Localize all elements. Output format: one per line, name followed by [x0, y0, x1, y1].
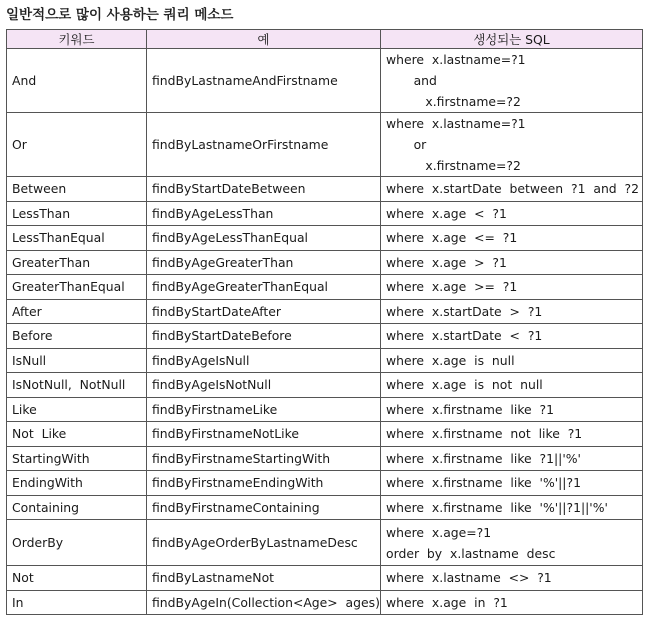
sql-cell	[381, 566, 643, 591]
sql-line: where x.age is not null	[386, 377, 543, 393]
keyword-cell: GreaterThanEqual	[7, 275, 147, 300]
sql-line: where x.firstname like ?1	[386, 401, 555, 417]
sql-line: where x.lastname <> ?1	[386, 570, 552, 586]
keyword-cell: After	[7, 299, 147, 324]
example-cell: findByAgeOrderByLastnameDesc	[147, 520, 381, 566]
table-row	[7, 397, 643, 422]
keyword-cell: In	[7, 590, 147, 615]
header-sql: 생성되는 SQL	[381, 30, 643, 49]
sql-cell	[381, 275, 643, 300]
table-row	[7, 520, 643, 566]
sql-cell	[381, 299, 643, 324]
keyword-cell: IsNotNull, NotNull	[7, 373, 147, 398]
sql-line: where x.age is null	[386, 352, 515, 368]
sql-line: where x.age <= ?1	[386, 230, 518, 246]
keyword-cell: Containing	[7, 495, 147, 520]
keyword-cell: And	[7, 49, 147, 113]
sql-line: where x.age >= ?1	[386, 279, 518, 295]
example-cell: findByFirstnameEndingWith	[147, 471, 381, 496]
header-example: 예	[147, 30, 381, 49]
sql-line: where x.age in ?1	[386, 594, 508, 610]
example-cell: findByAgeGreaterThanEqual	[147, 275, 381, 300]
keyword-cell: Between	[7, 177, 147, 202]
keyword-cell: GreaterThan	[7, 250, 147, 275]
sql-line: where x.lastname=?1	[386, 52, 526, 67]
sql-cell	[381, 397, 643, 422]
keyword-cell: Or	[7, 113, 147, 177]
table-row	[7, 348, 643, 373]
keyword-cell: Before	[7, 324, 147, 349]
example-cell: findByLastnameNot	[147, 566, 381, 591]
keyword-cell: OrderBy	[7, 520, 147, 566]
example-cell: findByAgeIsNotNull	[147, 373, 381, 398]
sql-line: where x.lastname=?1	[386, 116, 526, 131]
example-cell: findByFirstnameLike	[147, 397, 381, 422]
sql-cell	[381, 348, 643, 373]
table-row	[7, 201, 643, 226]
table-row	[7, 113, 643, 177]
table-row	[7, 373, 643, 398]
header-row	[7, 30, 643, 49]
table-row	[7, 299, 643, 324]
sql-cell	[381, 471, 643, 496]
sql-line: order by x.lastname desc	[386, 545, 556, 561]
example-cell: findByLastnameOrFirstname	[147, 113, 381, 177]
sql-cell	[381, 226, 643, 251]
sql-cell	[381, 49, 643, 113]
query-method-table	[6, 29, 643, 615]
table-row	[7, 275, 643, 300]
sql-line: where x.age > ?1	[386, 254, 507, 270]
example-cell: findByLastnameAndFirstname	[147, 49, 381, 113]
keyword-cell: LessThan	[7, 201, 147, 226]
table-row	[7, 422, 643, 447]
sql-line: where x.startDate between ?1 and ?2	[386, 181, 639, 197]
example-cell: findByFirstnameNotLike	[147, 422, 381, 447]
keyword-cell: IsNull	[7, 348, 147, 373]
sql-cell	[381, 324, 643, 349]
table-row	[7, 324, 643, 349]
sql-line: where x.age=?1	[386, 524, 492, 540]
example-cell: findByAgeIsNull	[147, 348, 381, 373]
sql-line: and	[386, 73, 437, 88]
sql-cell	[381, 113, 643, 177]
table-row	[7, 590, 643, 615]
table-header	[7, 30, 643, 49]
example-cell: findByAgeLessThan	[147, 201, 381, 226]
sql-cell	[381, 495, 643, 520]
example-cell: findByStartDateAfter	[147, 299, 381, 324]
example-cell: findByStartDateBefore	[147, 324, 381, 349]
table-row	[7, 177, 643, 202]
sql-cell	[381, 373, 643, 398]
table-body	[7, 49, 643, 615]
sql-cell	[381, 520, 643, 566]
keyword-cell: StartingWith	[7, 446, 147, 471]
table-row	[7, 495, 643, 520]
table-row	[7, 471, 643, 496]
example-cell: findByAgeLessThanEqual	[147, 226, 381, 251]
keyword-cell: Like	[7, 397, 147, 422]
table-row	[7, 226, 643, 251]
sql-line: where x.startDate > ?1	[386, 303, 543, 319]
table-row	[7, 566, 643, 591]
sql-cell	[381, 590, 643, 615]
example-cell: findByAgeIn(Collection<Age> ages)	[147, 590, 381, 615]
sql-cell	[381, 201, 643, 226]
sql-cell	[381, 177, 643, 202]
keyword-cell: Not	[7, 566, 147, 591]
sql-line: where x.startDate < ?1	[386, 328, 543, 344]
example-cell: findByFirstnameStartingWith	[147, 446, 381, 471]
sql-cell	[381, 422, 643, 447]
document-title: 일반적으로 많이 사용하는 쿼리 메소드	[6, 7, 234, 23]
sql-line: where x.firstname like '%'||?1||'%'	[386, 499, 608, 515]
table-row	[7, 446, 643, 471]
example-cell: findByAgeGreaterThan	[147, 250, 381, 275]
sql-line: x.firstname=?2	[386, 94, 521, 109]
sql-cell	[381, 446, 643, 471]
example-cell: findByFirstnameContaining	[147, 495, 381, 520]
table-row	[7, 250, 643, 275]
sql-line: x.firstname=?2	[386, 158, 521, 173]
header-keyword: 키워드	[7, 30, 147, 49]
sql-line: where x.firstname like ?1||'%'	[386, 450, 581, 466]
sql-line: where x.age < ?1	[386, 205, 507, 221]
sql-line: where x.firstname not like ?1	[386, 426, 583, 442]
keyword-cell: LessThanEqual	[7, 226, 147, 251]
keyword-cell: Not Like	[7, 422, 147, 447]
keyword-cell: EndingWith	[7, 471, 147, 496]
example-cell: findByStartDateBetween	[147, 177, 381, 202]
sql-cell	[381, 250, 643, 275]
table-row	[7, 49, 643, 113]
sql-line: where x.firstname like '%'||?1	[386, 475, 581, 491]
sql-line: or	[386, 137, 427, 152]
